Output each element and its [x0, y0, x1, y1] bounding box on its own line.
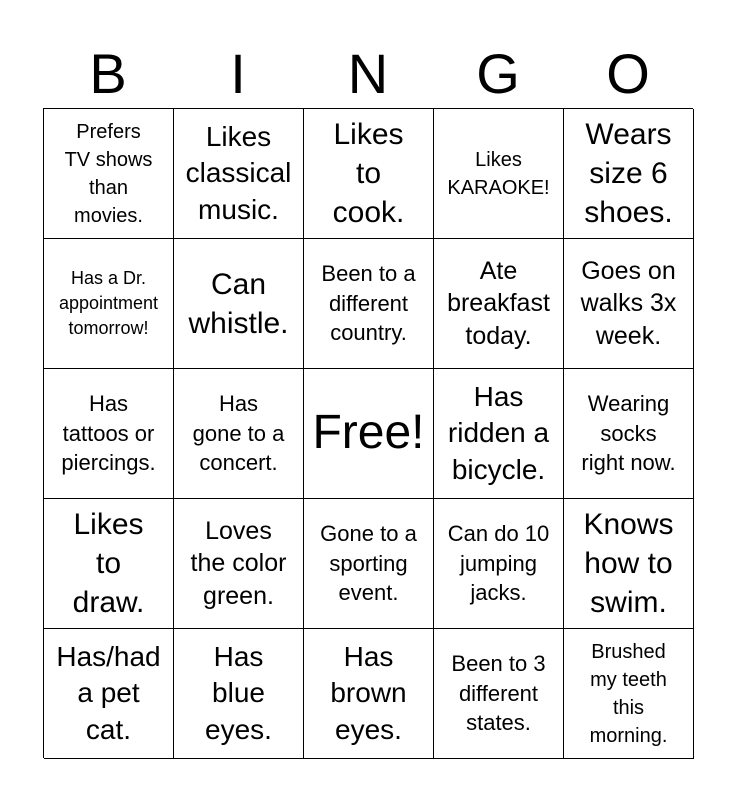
square-text: Likes to cook.	[332, 118, 405, 229]
bingo-square-i1[interactable]	[174, 109, 304, 239]
square-text: Ate breakfast today.	[447, 256, 550, 350]
bingo-square-g4[interactable]	[434, 499, 564, 629]
square-text: Has tattoos or piercings.	[61, 390, 156, 476]
square-text: Has blue eyes.	[205, 640, 272, 745]
header-letter-o: O	[606, 42, 650, 105]
square-text: Wears size 6 shoes.	[584, 118, 673, 229]
square-text: Has gone to a concert.	[192, 390, 285, 476]
square-text: Has/had a pet cat.	[56, 640, 161, 745]
bingo-square-b3[interactable]	[44, 369, 174, 499]
square-text: Loves the color green.	[190, 516, 287, 610]
square-text: Been to 3 different states.	[451, 650, 546, 736]
bingo-square-g2[interactable]	[434, 239, 564, 369]
bingo-square-i2[interactable]	[174, 239, 304, 369]
square-text: Wearing socks right now.	[581, 390, 676, 476]
bingo-free-space[interactable]	[304, 369, 434, 499]
square-text: Can whistle.	[188, 267, 289, 340]
square-text: Has a Dr. appointment tomorrow!	[58, 267, 159, 339]
square-text: Can do 10 jumping jacks.	[447, 520, 550, 606]
free-space-text: Free!	[312, 406, 425, 460]
bingo-square-b2[interactable]	[44, 239, 174, 369]
bingo-square-b1[interactable]	[44, 109, 174, 239]
header-letter-b: B	[89, 42, 127, 105]
bingo-header	[43, 40, 693, 108]
bingo-square-i3[interactable]	[174, 369, 304, 499]
bingo-square-o2[interactable]	[564, 239, 694, 369]
bingo-square-o1[interactable]	[564, 109, 694, 239]
square-text: Knows how to swim.	[583, 508, 674, 619]
header-letter-g: G	[476, 42, 520, 105]
square-text: Likes to draw.	[72, 508, 145, 619]
square-text: Prefers TV shows than movies.	[64, 120, 153, 227]
bingo-square-b4[interactable]	[44, 499, 174, 629]
square-text: Has ridden a bicycle.	[447, 380, 550, 485]
bingo-card-grid	[43, 108, 693, 758]
bingo-square-n1[interactable]	[304, 109, 434, 239]
bingo-square-g3[interactable]	[434, 369, 564, 499]
bingo-square-g1[interactable]	[434, 109, 564, 239]
header-letter-i: I	[230, 42, 246, 105]
square-text: Likes classical music.	[185, 120, 292, 225]
square-text: Gone to a sporting event.	[320, 520, 417, 606]
square-text: Likes KARAOKE!	[447, 148, 550, 199]
square-text: Has brown eyes.	[330, 640, 407, 745]
bingo-square-n4[interactable]	[304, 499, 434, 629]
bingo-square-b5[interactable]	[44, 629, 174, 759]
square-text: Goes on walks 3x week.	[580, 256, 677, 350]
bingo-square-n5[interactable]	[304, 629, 434, 759]
square-text: Brushed my teeth this morning.	[589, 640, 668, 747]
bingo-square-n2[interactable]	[304, 239, 434, 369]
header-letter-n: N	[347, 42, 389, 105]
bingo-square-o5[interactable]	[564, 629, 694, 759]
bingo-square-g5[interactable]	[434, 629, 564, 759]
bingo-square-o3[interactable]	[564, 369, 694, 499]
square-text: Been to a different country.	[321, 260, 416, 346]
bingo-square-o4[interactable]	[564, 499, 694, 629]
bingo-square-i5[interactable]	[174, 629, 304, 759]
bingo-square-i4[interactable]	[174, 499, 304, 629]
